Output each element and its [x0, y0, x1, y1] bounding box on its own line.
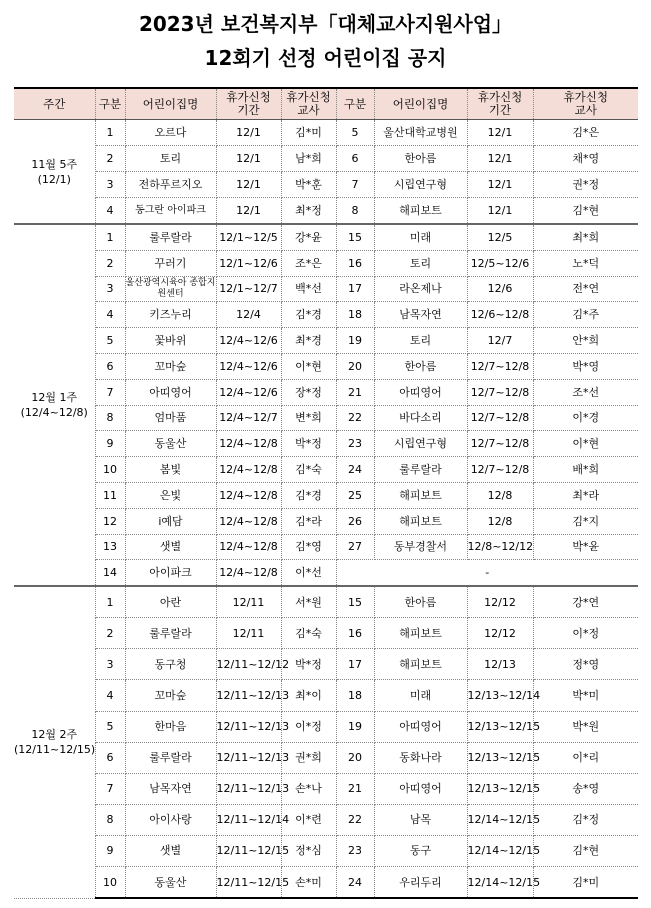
table-row: [14, 560, 638, 586]
cell-center: 토리: [125, 146, 216, 172]
cell-center: 동구청: [125, 649, 216, 680]
cell-no: 1: [95, 586, 125, 618]
cell-no: 16: [336, 250, 374, 276]
cell-period: 12/11~12/13: [216, 742, 281, 773]
table-row: [14, 198, 638, 225]
cell-period: 12/4~12/8: [216, 508, 281, 534]
cell-teacher: 서*원: [281, 586, 336, 618]
cell-period: 12/14~12/15: [467, 867, 533, 899]
cell-no: 22: [336, 405, 374, 431]
header-teacher: 휴가신청 교사: [281, 88, 336, 120]
cell-center: 꽃바위: [125, 328, 216, 354]
cell-no: 27: [336, 534, 374, 560]
cell-teacher: 최*희: [533, 224, 638, 250]
cell-no: 26: [336, 508, 374, 534]
cell-teacher: 박*윤: [533, 534, 638, 560]
page-title: 2023년 보건복지부「대체교사지원사업」: [138, 12, 513, 36]
cell-no: 3: [95, 276, 125, 302]
cell-no: 7: [95, 773, 125, 804]
cell-teacher: 장*정: [281, 379, 336, 405]
table-row: [14, 586, 638, 618]
cell-center: 시립연구형: [374, 172, 467, 198]
cell-no: 24: [336, 457, 374, 483]
cell-center: 토리: [374, 250, 467, 276]
cell-teacher: 백*선: [281, 276, 336, 302]
cell-period: 12/1: [216, 198, 281, 225]
table-row: [14, 328, 638, 354]
cell-period: 12/1~12/6: [216, 250, 281, 276]
cell-no: 11: [95, 482, 125, 508]
cell-center: 룰루랄라: [125, 742, 216, 773]
cell-teacher: 손*나: [281, 773, 336, 804]
cell-no: 23: [336, 835, 374, 866]
cell-no: 1: [95, 224, 125, 250]
cell-teacher: 박*영: [533, 353, 638, 379]
table-row: [14, 618, 638, 649]
week-label: 12월 1주 (12/4~12/8): [14, 224, 95, 586]
cell-center: 바다소리: [374, 405, 467, 431]
cell-period: 12/11~12/14: [216, 804, 281, 835]
cell-teacher: 이*현: [281, 353, 336, 379]
cell-no: 18: [336, 680, 374, 711]
cell-teacher: 이*리: [533, 742, 638, 773]
table-row: [14, 508, 638, 534]
cell-teacher: 이*현: [533, 431, 638, 457]
week-label: 12월 2주 (12/11~12/15): [14, 586, 95, 898]
cell-period: 12/1: [216, 120, 281, 146]
cell-period: 12/11~12/13: [216, 711, 281, 742]
cell-no: 19: [336, 328, 374, 354]
cell-no: 5: [95, 711, 125, 742]
table-row: [14, 224, 638, 250]
cell-teacher: 전*연: [533, 276, 638, 302]
cell-period: 12/14~12/15: [467, 804, 533, 835]
cell-center: 아이파크: [125, 560, 216, 586]
cell-teacher: 손*미: [281, 867, 336, 899]
cell-period: 12/11~12/15: [216, 867, 281, 899]
header-no: 구분: [95, 88, 125, 120]
cell-teacher: 최*경: [281, 328, 336, 354]
cell-period: 12/5: [467, 224, 533, 250]
cell-center: 꼬마숲: [125, 353, 216, 379]
cell-no: 9: [95, 835, 125, 866]
cell-teacher: 김*라: [281, 508, 336, 534]
cell-center: 아띠영어: [374, 711, 467, 742]
cell-center: 샛별: [125, 835, 216, 866]
cell-no: 22: [336, 804, 374, 835]
cell-period: 12/6~12/8: [467, 302, 533, 328]
cell-no: 9: [95, 431, 125, 457]
cell-period: 12/12: [467, 618, 533, 649]
cell-no: 21: [336, 379, 374, 405]
cell-period: 12/11~12/15: [216, 835, 281, 866]
cell-period: 12/13~12/15: [467, 742, 533, 773]
cell-period: 12/4~12/8: [216, 534, 281, 560]
table-row: [14, 680, 638, 711]
cell-period: 12/14~12/15: [467, 835, 533, 866]
cell-period: 12/13: [467, 649, 533, 680]
cell-teacher: 이*련: [281, 804, 336, 835]
table-row: [14, 405, 638, 431]
cell-center: 전하푸르지오: [125, 172, 216, 198]
cell-period: 12/11~12/13: [216, 680, 281, 711]
cell-no: 5: [336, 120, 374, 146]
cell-no: 2: [95, 618, 125, 649]
cell-no: 25: [336, 482, 374, 508]
cell-period: 12/1: [467, 146, 533, 172]
header-week: 주간: [14, 88, 95, 120]
cell-no: 12: [95, 508, 125, 534]
cell-center: 꾸러기: [125, 250, 216, 276]
header-teacher-2: 휴가신청 교사: [533, 88, 638, 120]
cell-no: 7: [336, 172, 374, 198]
cell-center: 울산대학교병원: [374, 120, 467, 146]
cell-center: 해피보트: [374, 198, 467, 225]
cell-no: 5: [95, 328, 125, 354]
cell-period: 12/1: [216, 172, 281, 198]
cell-teacher: 이*정: [281, 711, 336, 742]
cell-center: 룰루랄라: [125, 224, 216, 250]
cell-center: 미래: [374, 224, 467, 250]
cell-no: 19: [336, 711, 374, 742]
cell-center: 토리: [374, 328, 467, 354]
cell-no: 2: [95, 250, 125, 276]
cell-period: 12/4: [216, 302, 281, 328]
cell-no: 20: [336, 742, 374, 773]
cell-period: 12/7~12/8: [467, 379, 533, 405]
cell-center: 우리두리: [374, 867, 467, 899]
cell-teacher: 최*라: [533, 482, 638, 508]
cell-center: 은빛: [125, 482, 216, 508]
cell-no: 16: [336, 618, 374, 649]
cell-teacher: 김*정: [533, 804, 638, 835]
table-row: [14, 711, 638, 742]
cell-center: 꼬마숲: [125, 680, 216, 711]
cell-teacher: 최*이: [281, 680, 336, 711]
cell-center: 한아름: [374, 586, 467, 618]
page-subtitle: 12회기 선정 어린이집 공지: [204, 46, 447, 70]
cell-teacher: 김*은: [533, 120, 638, 146]
cell-no: 7: [95, 379, 125, 405]
cell-center: 룰루랄라: [374, 457, 467, 483]
cell-center: i예담: [125, 508, 216, 534]
cell-teacher: 안*희: [533, 328, 638, 354]
cell-center: 동부경찰서: [374, 534, 467, 560]
cell-center: 아띠영어: [374, 773, 467, 804]
cell-period: 12/1: [467, 120, 533, 146]
cell-teacher: 박*미: [533, 680, 638, 711]
table-row: [14, 120, 638, 146]
cell-teacher: 김*숙: [281, 618, 336, 649]
cell-teacher: 권*정: [533, 172, 638, 198]
cell-teacher: 박*정: [281, 431, 336, 457]
cell-no: 6: [336, 146, 374, 172]
week-label: 11월 5주 (12/1): [14, 120, 95, 225]
cell-period: 12/11~12/12: [216, 649, 281, 680]
cell-teacher: 김*현: [533, 835, 638, 866]
cell-no: 3: [95, 172, 125, 198]
cell-teacher: 김*숙: [281, 457, 336, 483]
cell-center: 해피보트: [374, 508, 467, 534]
cell-no: 8: [95, 804, 125, 835]
cell-period: 12/4~12/8: [216, 457, 281, 483]
cell-teacher: 김*현: [533, 198, 638, 225]
cell-center: 남목자연: [125, 773, 216, 804]
table-row: [14, 804, 638, 835]
table-row: [14, 835, 638, 866]
table-row: [14, 773, 638, 804]
cell-teacher: 최*정: [281, 198, 336, 225]
header-center-2: 어린이집명: [374, 88, 467, 120]
cell-period: 12/1: [216, 146, 281, 172]
cell-no: 18: [336, 302, 374, 328]
table-row: [14, 172, 638, 198]
table-row: [14, 353, 638, 379]
cell-teacher: 배*희: [533, 457, 638, 483]
table-header-row: [14, 88, 638, 120]
cell-period: 12/4~12/6: [216, 328, 281, 354]
cell-period: 12/8: [467, 508, 533, 534]
cell-period: 12/4~12/7: [216, 405, 281, 431]
cell-teacher: 채*영: [533, 146, 638, 172]
cell-center: 라온제나: [374, 276, 467, 302]
header-no-2: 구분: [336, 88, 374, 120]
cell-no: 24: [336, 867, 374, 899]
cell-center: 엄마품: [125, 405, 216, 431]
table-row: [14, 742, 638, 773]
table-row: [14, 276, 638, 302]
cell-no: 6: [95, 742, 125, 773]
cell-center: 동구: [374, 835, 467, 866]
cell-period: 12/1: [467, 172, 533, 198]
cell-center: 남목자연: [374, 302, 467, 328]
table-body: [14, 120, 638, 899]
cell-teacher: 김*경: [281, 482, 336, 508]
table-row: [14, 649, 638, 680]
cell-period: 12/7: [467, 328, 533, 354]
cell-no: 15: [336, 586, 374, 618]
cell-center: 한마음: [125, 711, 216, 742]
cell-center: 봄빛: [125, 457, 216, 483]
cell-no: 2: [95, 146, 125, 172]
cell-teacher: 이*경: [533, 405, 638, 431]
cell-teacher: 김*지: [533, 508, 638, 534]
cell-center: 동울산: [125, 431, 216, 457]
cell-period: 12/7~12/8: [467, 431, 533, 457]
cell-period: 12/4~12/8: [216, 560, 281, 586]
cell-no: 20: [336, 353, 374, 379]
cell-no: 15: [336, 224, 374, 250]
cell-period: 12/13~12/14: [467, 680, 533, 711]
cell-period: 12/8: [467, 482, 533, 508]
cell-period: 12/4~12/8: [216, 431, 281, 457]
cell-teacher: 김*주: [533, 302, 638, 328]
cell-center: 한아름: [374, 353, 467, 379]
cell-center: 한아름: [374, 146, 467, 172]
cell-teacher: 박*원: [533, 711, 638, 742]
cell-period: 12/11: [216, 618, 281, 649]
cell-no: 17: [336, 276, 374, 302]
table-row: [14, 457, 638, 483]
cell-teacher: 김*미: [281, 120, 336, 146]
cell-period: 12/8~12/12: [467, 534, 533, 560]
cell-teacher: 남*희: [281, 146, 336, 172]
cell-teacher: 권*희: [281, 742, 336, 773]
table-row: [14, 250, 638, 276]
cell-period: 12/11~12/13: [216, 773, 281, 804]
cell-period: 12/1~12/7: [216, 276, 281, 302]
cell-no: 10: [95, 457, 125, 483]
cell-period: 12/4~12/8: [216, 482, 281, 508]
cell-center: 아란: [125, 586, 216, 618]
cell-no: 1: [95, 120, 125, 146]
cell-center: 울산광역시육아 종합지원센터: [125, 276, 216, 302]
header-period: 휴가신청 기간: [216, 88, 281, 120]
header-period-2: 휴가신청 기간: [467, 88, 533, 120]
cell-period: 12/7~12/8: [467, 457, 533, 483]
table-row: [14, 302, 638, 328]
table-row: [14, 482, 638, 508]
cell-period: 12/13~12/15: [467, 773, 533, 804]
cell-no: 23: [336, 431, 374, 457]
cell-teacher: 이*정: [533, 618, 638, 649]
table-row: [14, 431, 638, 457]
cell-no: 14: [95, 560, 125, 586]
cell-center: 남목: [374, 804, 467, 835]
cell-period: 12/7~12/8: [467, 353, 533, 379]
cell-center: 아띠영어: [125, 379, 216, 405]
cell-teacher: 송*영: [533, 773, 638, 804]
cell-teacher: 변*희: [281, 405, 336, 431]
cell-period: 12/4~12/6: [216, 379, 281, 405]
cell-period: 12/1: [467, 198, 533, 225]
cell-center: 아이사랑: [125, 804, 216, 835]
cell-teacher: 김*영: [281, 534, 336, 560]
cell-period: 12/11: [216, 586, 281, 618]
header-center: 어린이집명: [125, 88, 216, 120]
cell-teacher: 노*덕: [533, 250, 638, 276]
cell-no: 21: [336, 773, 374, 804]
cell-center: 샛별: [125, 534, 216, 560]
cell-no: 6: [95, 353, 125, 379]
table-row: [14, 867, 638, 899]
cell-center: 해피보트: [374, 482, 467, 508]
table-row: [14, 146, 638, 172]
cell-no: 17: [336, 649, 374, 680]
cell-center: 키즈누리: [125, 302, 216, 328]
cell-teacher: 정*심: [281, 835, 336, 866]
cell-period: 12/1~12/5: [216, 224, 281, 250]
cell-teacher: 조*은: [281, 250, 336, 276]
cell-no: 4: [95, 198, 125, 225]
table-row: [14, 534, 638, 560]
cell-no: 10: [95, 867, 125, 899]
cell-no: 4: [95, 680, 125, 711]
cell-center: 미래: [374, 680, 467, 711]
cell-period: 12/4~12/6: [216, 353, 281, 379]
cell-teacher: 김*미: [533, 867, 638, 899]
cell-no: 13: [95, 534, 125, 560]
cell-teacher: 정*영: [533, 649, 638, 680]
cell-teacher: 강*연: [533, 586, 638, 618]
cell-teacher: 박*정: [281, 649, 336, 680]
cell-center: 오르다: [125, 120, 216, 146]
cell-no: 4: [95, 302, 125, 328]
cell-period: 12/7~12/8: [467, 405, 533, 431]
cell-center: 아띠영어: [374, 379, 467, 405]
cell-period: 12/12: [467, 586, 533, 618]
cell-center: 동울산: [125, 867, 216, 899]
cell-no: 8: [336, 198, 374, 225]
cell-teacher: 김*경: [281, 302, 336, 328]
empty-cell-dash: -: [336, 560, 638, 586]
cell-teacher: 이*선: [281, 560, 336, 586]
cell-period: 12/5~12/6: [467, 250, 533, 276]
cell-period: 12/13~12/15: [467, 711, 533, 742]
cell-period: 12/6: [467, 276, 533, 302]
cell-center: 시립연구형: [374, 431, 467, 457]
cell-teacher: 조*선: [533, 379, 638, 405]
cell-no: 3: [95, 649, 125, 680]
cell-center: 해피보트: [374, 649, 467, 680]
cell-center: 동화나라: [374, 742, 467, 773]
selection-table: [14, 87, 638, 899]
cell-center: 해피보트: [374, 618, 467, 649]
cell-no: 8: [95, 405, 125, 431]
cell-center: 룰루랄라: [125, 618, 216, 649]
cell-teacher: 박*훈: [281, 172, 336, 198]
cell-center: 동그란 아이파크: [125, 198, 216, 225]
cell-teacher: 강*윤: [281, 224, 336, 250]
table-row: [14, 379, 638, 405]
